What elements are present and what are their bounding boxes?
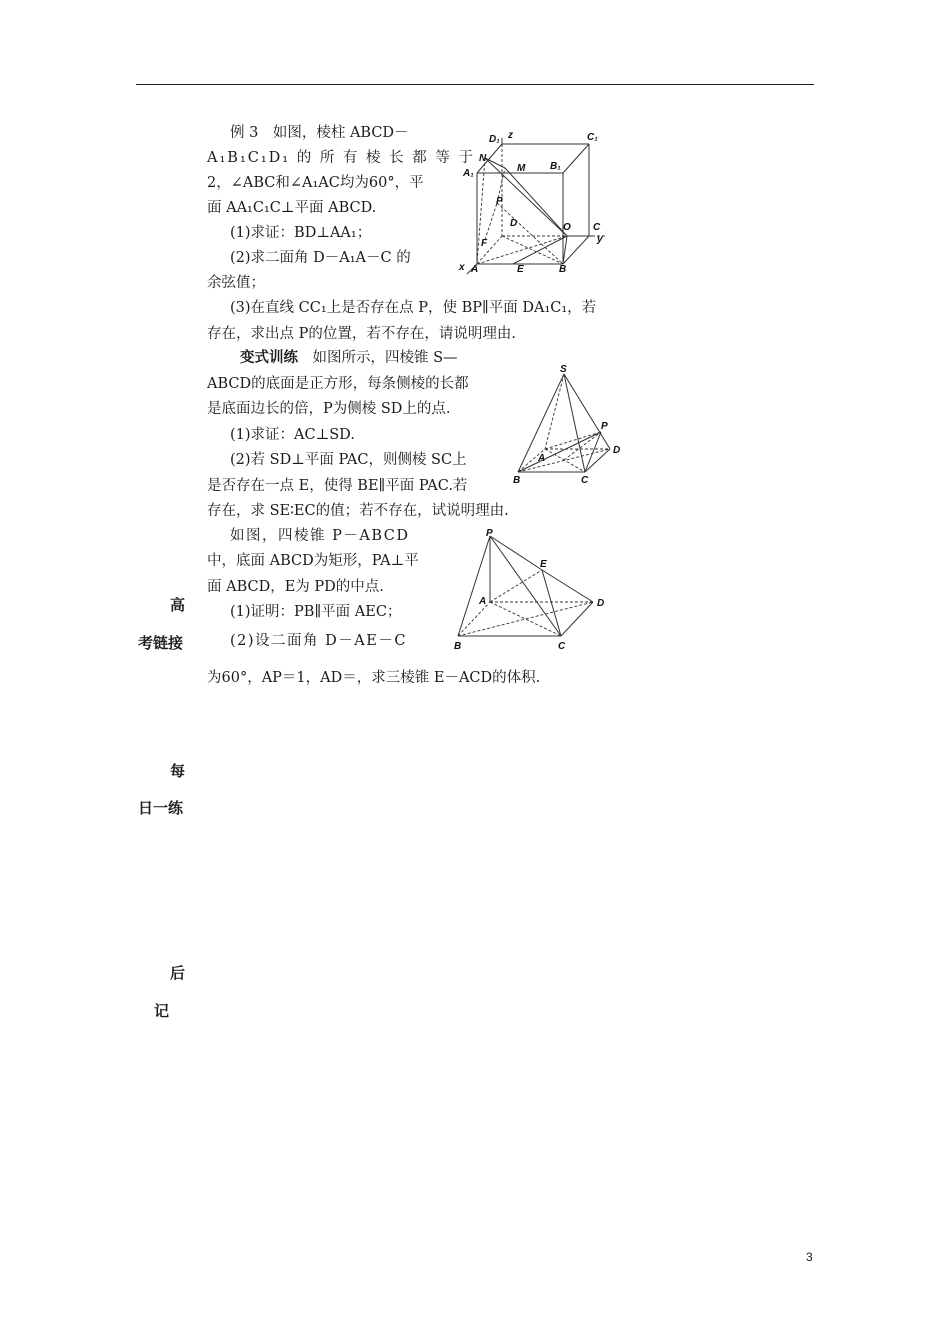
fig3-label-D: D <box>597 598 605 609</box>
fig3-label-P: P <box>486 528 493 539</box>
fig1-label-O: O <box>563 222 571 233</box>
fig2-label-C: C <box>581 475 589 486</box>
variant-line-7: 存在，求 SE∶EC的值；若不存在，试说明理由. <box>207 503 509 519</box>
fig1-label-P: P <box>496 196 503 207</box>
fig3-label-E: E <box>540 559 547 570</box>
example3-line-3: 2，∠ABC和∠A₁AC均为60°，平 <box>207 175 424 191</box>
gaokao-line-3: 面 ABCD，E为 PD的中点. <box>207 579 384 595</box>
fig1-label-F: F <box>481 238 488 249</box>
sidebar-daily-label-1: 每 <box>170 762 186 780</box>
variant-line-1 <box>240 349 458 367</box>
variant-line-3: 是底面边长的倍，P为侧棱 SD上的点. <box>207 401 451 417</box>
example3-line-7: 余弦值； <box>207 275 265 291</box>
pyramid-p-figure <box>450 526 640 654</box>
variant-heading: 变式训练 <box>240 350 298 366</box>
fig2-label-A: A <box>538 453 546 464</box>
fig3-label-B: B <box>454 641 462 652</box>
example3-line-5: (1)求证：BD⊥AA₁； <box>230 225 372 241</box>
fig2-label-B: B <box>513 475 521 486</box>
sidebar-gaokao-label-2: 考链接 <box>138 634 184 652</box>
gaokao-line-4: (1)证明：PB∥平面 AEC； <box>230 604 402 620</box>
prism-figure <box>455 128 615 278</box>
fig1-label-D1: D₁ <box>489 134 500 145</box>
fig1-label-N: N <box>479 153 487 164</box>
fig2-label-P: P <box>601 421 608 432</box>
example3-line-2: A₁B₁C₁D₁ 的 所 有 棱 长 都 等 于 <box>207 150 475 166</box>
variant-line-2: ABCD的底面是正方形，每条侧棱的长都 <box>207 376 469 392</box>
fig1-label-B: B <box>559 264 567 275</box>
fig3-label-C: C <box>558 641 566 652</box>
variant-line-5: (2)若 SD⊥平面 PAC，则侧棱 SC上 <box>230 452 467 468</box>
sidebar-postscript-label-2: 记 <box>154 1002 170 1020</box>
fig2-label-S: S <box>560 364 567 375</box>
page-number: 3 <box>806 1250 813 1264</box>
fig1-label-B1: B₁ <box>550 161 561 172</box>
sidebar-postscript-label-1: 后 <box>170 964 186 982</box>
gaokao-line-2: 中，底面 ABCD为矩形，PA⊥平 <box>207 553 419 569</box>
fig2-label-D: D <box>613 445 621 456</box>
example3-line-8: (3)在直线 CC₁上是否存在点 P，使 BP∥平面 DA₁C₁，若 <box>230 300 597 316</box>
sidebar-gaokao-label-1: 高 <box>170 596 186 614</box>
pyramid-s-figure <box>508 362 633 487</box>
fig1-label-C: C <box>593 222 601 233</box>
fig1-label-D: D <box>510 218 518 229</box>
fig1-label-z: z <box>508 130 513 141</box>
fig1-label-x: x <box>459 262 465 273</box>
variant-line-4: (1)求证：AC⊥SD. <box>230 427 355 443</box>
variant-line-1-text: 如图所示，四棱锥 S— <box>298 350 458 366</box>
sidebar-daily-label-2: 日一练 <box>138 799 184 817</box>
fig1-label-C1: C₁ <box>587 132 598 143</box>
gaokao-line-1: 如图，四棱锥 P－ABCD <box>230 528 410 544</box>
fig1-label-E: E <box>517 264 524 275</box>
fig1-label-y: y <box>597 234 603 245</box>
variant-line-6: 是否存在一点 E，使得 BE∥平面 PAC.若 <box>207 478 468 494</box>
gaokao-line-5: (2)设二面角 D－AE－C <box>230 633 407 649</box>
example3-line-6: (2)求二面角 D－A₁A－C 的 <box>230 250 411 266</box>
example3-line-9: 存在，求出点 P的位置，若不存在，请说明理由. <box>207 326 516 342</box>
fig1-label-M: M <box>517 163 526 174</box>
header-rule <box>136 84 814 85</box>
fig1-label-A1: A₁ <box>463 168 474 179</box>
fig1-label-A: A <box>471 264 479 275</box>
example3-line-4: 面 AA₁C₁C⊥平面 ABCD. <box>207 200 377 216</box>
gaokao-line-6: 为60°，AP＝1，AD＝，求三棱锥 E－ACD的体积. <box>207 670 541 686</box>
example3-line-1: 例 3 如图，棱柱 ABCD－ <box>230 125 409 141</box>
fig3-label-A: A <box>479 596 487 607</box>
